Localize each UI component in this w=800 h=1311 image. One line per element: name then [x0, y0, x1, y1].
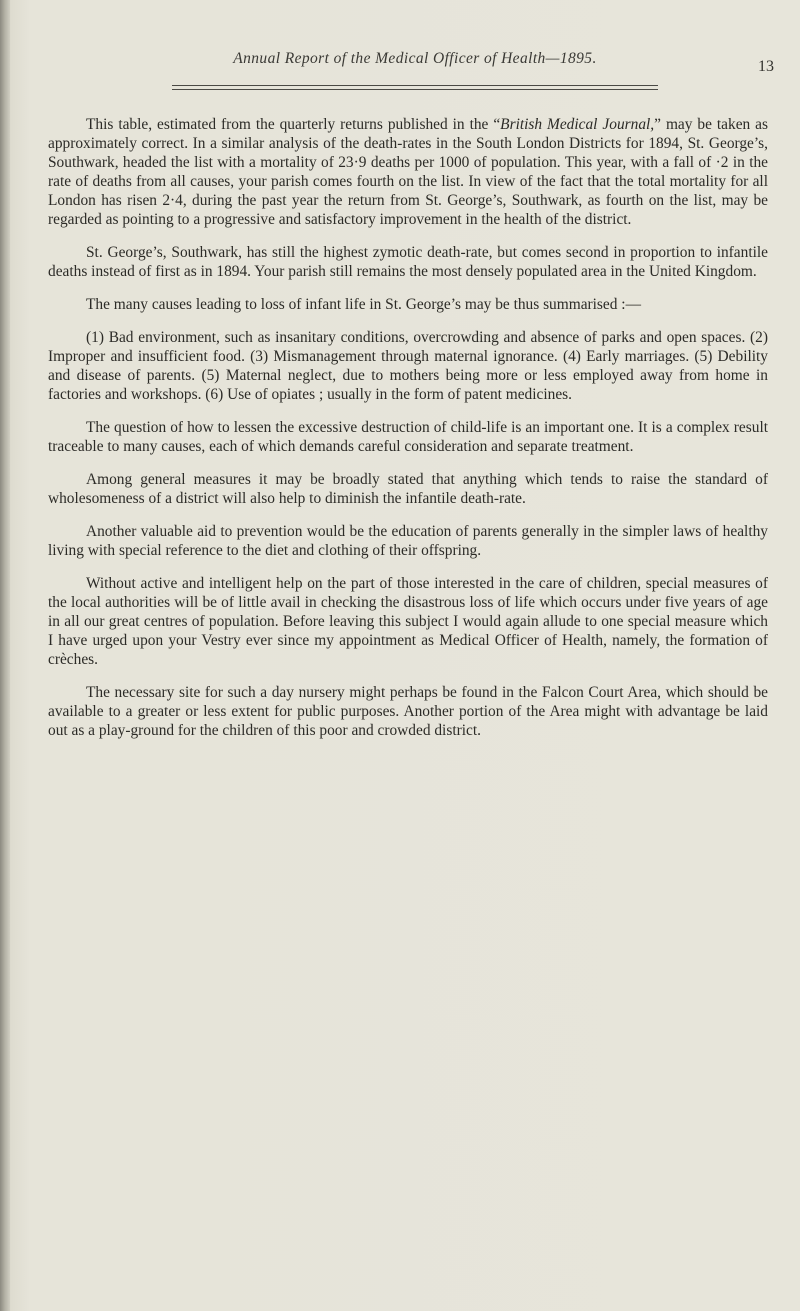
paragraph-question: The question of how to lessen the excessive destruction of child-life is an important one. It is a complex result traceable to many causes, each of which demands careful consideration and separate treatment.: [48, 419, 768, 455]
paragraph-education: Another valuable aid to prevention would be the education of parents generally in the simpler laws of healthy living with special reference to the diet and clothing of their offspring.: [48, 523, 768, 559]
header-rule-top: [172, 85, 658, 86]
body-text: [48, 115, 768, 754]
paragraph-general-measures: Among general measures it may be broadly stated that anything which tends to raise the standard of wholesomeness of a district will also help to diminish the infantile death-rate.: [48, 471, 768, 507]
running-title: Annual Report of the Medical Officer of Health—1895.: [233, 50, 597, 67]
page-number: 13: [758, 58, 774, 75]
paragraph-text: ” may be taken as approximately correct. In a similar analysis of the death-rates in the South London Districts for 1894, St. George’s, Southwark, headed the list with a mortality of 23·9 deaths per 1000 of population. This year, with a fall of ·2 in the rate of deaths from all causes, your parish comes fourth on the list. In view of the fact that the total mortality for all London has risen 2·4, during the past year the return from St. George’s, Southwark, as fourth on the list, may be regarded as pointing to a progressive and satisfactory improvement in the health of the district.: [48, 116, 769, 228]
paragraph-table-note: [48, 115, 768, 229]
paragraph-causes-intro: The many causes leading to loss of infant life in St. George’s may be thus summarised :—: [86, 296, 641, 313]
paragraph-causes-list: (1) Bad environment, such as insanitary conditions, overcrowding and absence of parks and open spaces. (2) Improper and insufficient food. (3) Mismanagement through maternal ignorance. (4) Early marriages. (5) Debility and disease of parents. (5) Maternal neglect, due to mothers being more or less employed away from home in factories and workshops. (6) Use of opiates ; usually in the form of patent medicines.: [48, 329, 768, 403]
page-binding-edge: [0, 0, 10, 1311]
paragraph-text: This table, estimated from the quarterly returns published in the “: [86, 116, 501, 133]
paragraph-creches: Without active and intelligent help on the part of those interested in the care of children, special measures of the local authorities will be of little avail in checking the disastrous loss of life which occurs under five years of age in all our great centres of population. Before leaving this subject I would again allude to one special measure which I have urged upon your Vestry ever since my appointment as Medical Officer of Health, namely, the formation of crèches.: [48, 575, 768, 668]
paragraph-zymotic: St. George’s, Southwark, has still the highest zymotic death-rate, but comes second in proportion to infantile deaths instead of first as in 1894. Your parish still remains the most densely populated area in the United Kingdom.: [48, 244, 768, 280]
journal-title: British Medical Journal,: [500, 116, 655, 133]
paragraph-falcon-court: The necessary site for such a day nursery might perhaps be found in the Falcon Court Area, which should be available to a greater or less extent for public purposes. Another portion of the Area might with advantage be laid out as a play-ground for the children of this poor and crowded district.: [48, 684, 768, 739]
header-rule-bottom: [172, 89, 658, 90]
